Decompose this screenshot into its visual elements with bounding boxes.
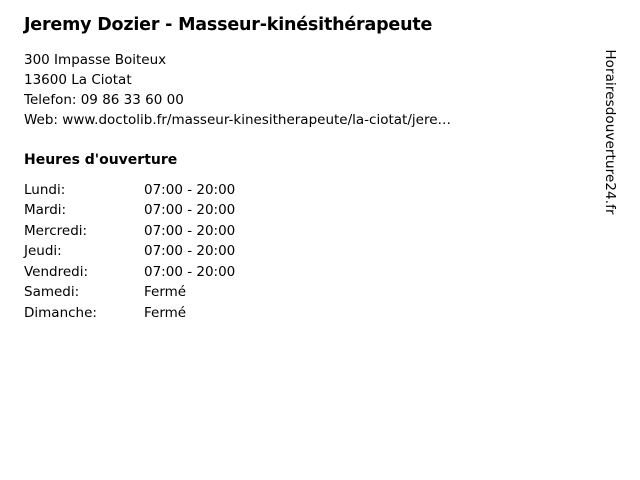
day-hours: 07:00 - 20:00 (144, 222, 236, 239)
watermark (596, 0, 640, 480)
day-hours: 07:00 - 20:00 (144, 243, 236, 260)
day-hours: Fermé (144, 284, 187, 301)
day-hours: 07:00 - 20:00 (144, 202, 236, 219)
table-row (24, 241, 344, 262)
day-hours: 07:00 - 20:00 (144, 263, 236, 280)
address-city: 13600 La Ciotat (24, 71, 132, 88)
day-label: Samedi: (24, 284, 80, 301)
table-row (24, 303, 344, 324)
opening-hours-table (24, 180, 344, 324)
table-row (24, 180, 344, 201)
day-label: Mardi: (24, 202, 67, 219)
day-label: Lundi: (24, 181, 66, 198)
website-url[interactable]: Web: www.doctolib.fr/masseur-kinesitherapeute/la-ciotat/jere… (24, 111, 451, 128)
day-hours: Fermé (144, 304, 187, 321)
day-hours: 07:00 - 20:00 (144, 181, 236, 198)
table-row (24, 221, 344, 242)
day-label: Dimanche: (24, 304, 97, 321)
phone-number: Telefon: 09 86 33 60 00 (24, 91, 184, 108)
watermark-label: Horairesdouverture24.fr (602, 49, 618, 215)
table-row (24, 262, 344, 283)
table-row (24, 200, 344, 221)
opening-hours-heading: Heures d'ouverture (24, 151, 178, 168)
page-title: Jeremy Dozier - Masseur-kinésithérapeute (24, 15, 433, 35)
day-label: Vendredi: (24, 263, 89, 280)
day-label: Mercredi: (24, 222, 88, 239)
business-details (24, 14, 584, 323)
table-row (24, 282, 344, 303)
address-street: 300 Impasse Boiteux (24, 51, 167, 68)
day-label: Jeudi: (24, 243, 62, 260)
